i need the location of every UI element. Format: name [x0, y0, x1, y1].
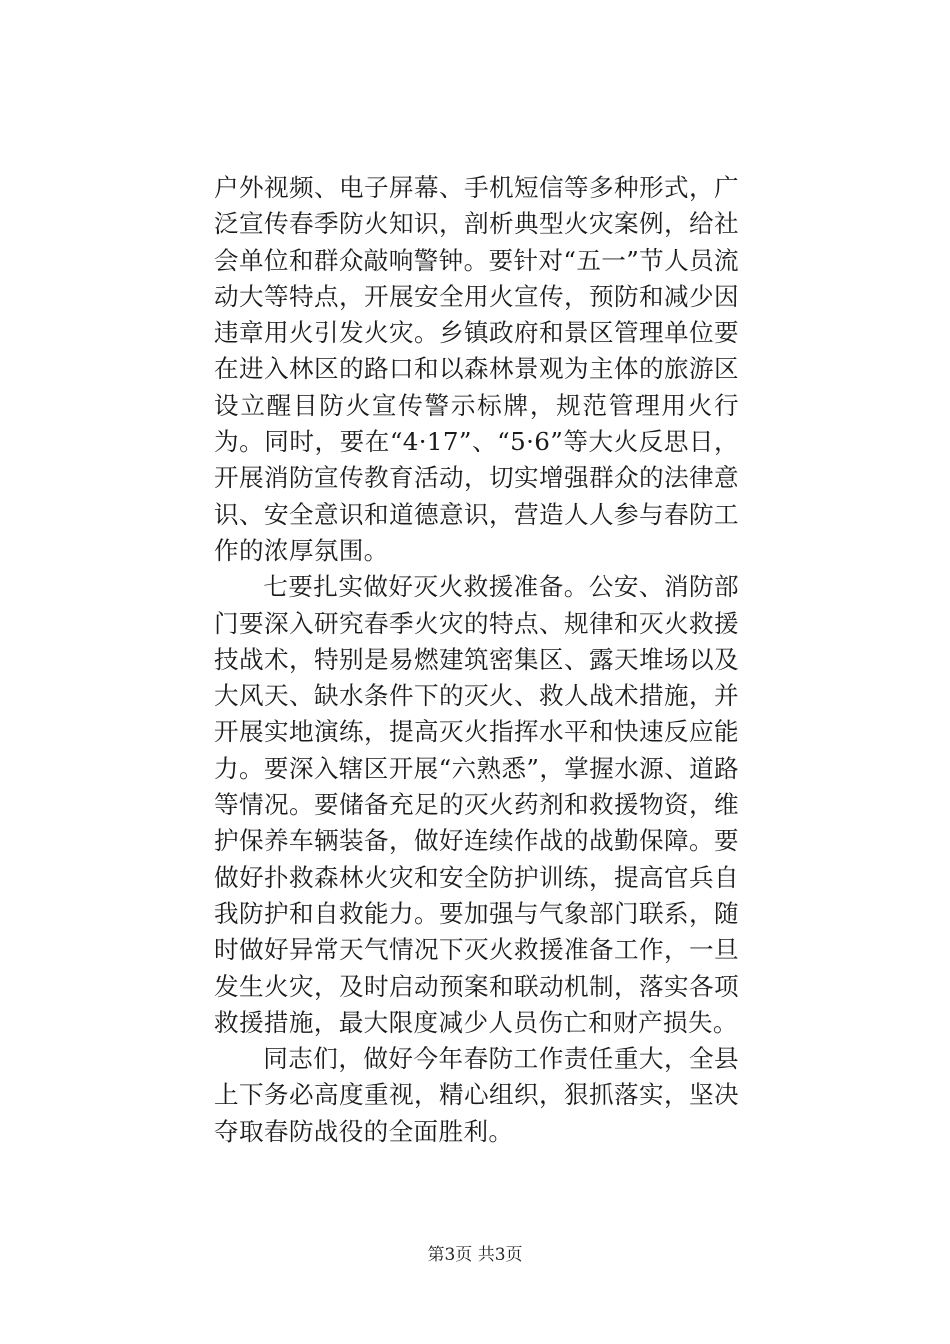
paragraph-publicity-continued: 户外视频、电子屏幕、手机短信等多种形式，广泛宣传春季防火知识，剖析典型火灾案例，给社会单位和群众敲响警钟。要针对“五一”节人员流动大等特点，开展安全用火宣传，预防和减少因违章用火引发火灾。乡镇政府和景区管理单位要在进入林区的路口和以森林景观为主体的旅游区设立醒目防火宣传警示标牌，规范管理用火行为。同时，要在“4·17”、“5·6”等大火反思日，开展消防宣传教育活动，切实增强群众的法律意识、安全意识和道德意识，营造人人参与春防工作的浓厚氛围。	[214, 173, 739, 565]
document-body	[214, 170, 739, 1150]
page-footer	[0, 1243, 950, 1267]
paragraph-closing-remarks: 同志们，做好今年春防工作责任重大，全县上下务必高度重视，精心组织，狠抓落实，坚决夺取春防战役的全面胜利。	[214, 1044, 739, 1146]
page-number-label: 第3页 共3页	[427, 1245, 523, 1265]
paragraph-firefighting-preparation: 七要扎实做好灭火救援准备。公安、消防部门要深入研究春季火灾的特点、规律和灭火救援技战术，特别是易燃建筑密集区、露天堆场以及大风天、缺水条件下的灭火、救人战术措施，并开展实地演练，提高灭火指挥水平和快速反应能力。要深入辖区开展“六熟悉”，掌握水源、道路等情况。要储备充足的灭火药剂和救援物资，维护保养车辆装备，做好连续作战的战勤保障。要做好扑救森林火灾和安全防护训练，提高官兵自我防护和自救能力。要加强与气象部门联系，随时做好异常天气情况下灭火救援准备工作，一旦发生火灾，及时启动预案和联动机制，落实各项救援措施，最大限度减少人员伤亡和财产损失。	[214, 572, 739, 1037]
